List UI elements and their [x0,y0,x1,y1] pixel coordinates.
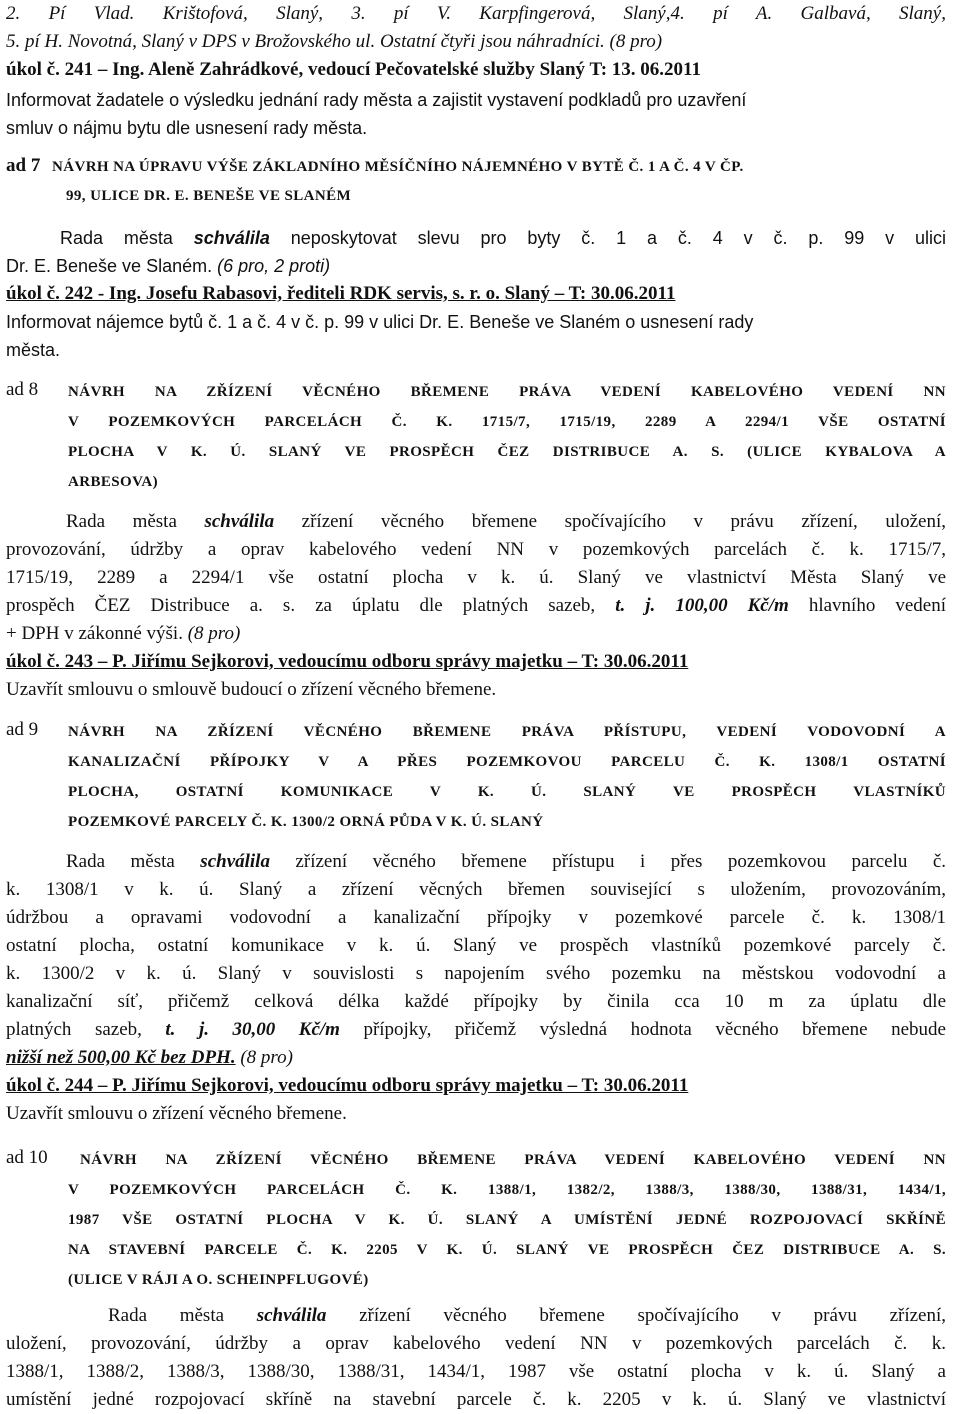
section-9-heading: POZEMKOVÉ PARCELY Č. K. 1300/2 ORNÁ PŮDA V K. Ú. SLANÝ [68,814,544,830]
section-9-resolution: platných sazeb, t. j. 30,00 Kč/m přípojky, přičemž výsledná hodnota věcného břemene nebude [6,1019,946,1040]
section-8-number: ad 8 [6,379,39,400]
section-8-resolution: 1715/19, 2289 a 2294/1 vše ostatní plocha v k. ú. Slaný ve vlastnictví Města Slaný ve [6,567,946,588]
task-243: úkol č. 243 – P. Jiřímu Sejkorovi, vedoucímu odboru správy majetku – T: 30.06.2011 [6,651,689,672]
task-244: úkol č. 244 – P. Jiřímu Sejkorovi, vedoucímu odboru správy majetku – T: 30.06.2011 [6,1075,689,1096]
task-242-text: města. [6,340,61,360]
section-8-resolution: + DPH v zákonné výši. (8 pro) [6,623,241,644]
section-9-heading: NÁVRH NA ZŘÍZENÍ VĚCNÉHO BŘEMENE PRÁVA PŘÍSTUPU, VEDENÍ VODOVODNÍ A [68,724,946,740]
task-241-text: Informovat žadatele o výsledku jednání rady města a zajistit vystavení podkladů pro uzavření [6,90,747,110]
section-8-heading: ARBESOVA) [68,474,159,490]
section-9-number: ad 9 [6,719,39,740]
section-9-resolution: ostatní plocha, ostatní komunikace v k. ú. Slaný ve prospěch vlastníků pozemkové parcely č. [6,935,946,956]
section-10-heading: (ULICE V RÁJI A O. SCHEINPFLUGOVÉ) [68,1272,369,1288]
section-7-resolution: Dr. E. Beneše ve Slaném. (6 pro, 2 proti) [6,256,331,276]
task-242-text: Informovat nájemce bytů č. 1 a č. 4 v č. p. 99 v ulici Dr. E. Beneše ve Slaném o usnesení rady [6,312,754,332]
section-7-heading: NÁVRH NA ÚPRAVU VÝŠE ZÁKLADNÍHO MĚSÍČNÍHO NÁJEMNÉHO V BYTĚ Č. 1 A Č. 4 V ČP. [52,159,744,175]
section-7-heading: 99, ULICE DR. E. BENEŠE VE SLANÉM [66,188,352,204]
section-10-resolution: Rada města schválila zřízení věcného břemene spočívajícího v právu zřízení, [108,1305,946,1326]
task-242: úkol č. 242 - Ing. Josefu Rabasovi, řediteli RDK servis, s. r. o. Slaný – T: 30.06.2011 [6,283,676,304]
section-8-heading: NÁVRH NA ZŘÍZENÍ VĚCNÉHO BŘEMENE PRÁVA VEDENÍ KABELOVÉHO VEDENÍ NN [68,384,946,400]
section-10-number: ad 10 [6,1147,48,1168]
section-8-resolution: prospěch ČEZ Distribuce a. s. za úplatu dle platných sazeb, t. j. 100,00 Kč/m hlavního vedení [6,595,946,616]
task-243-text: Uzavřít smlouvu o smlouvě budoucí o zřízení věcného břemene. [6,679,497,700]
section-10-resolution: uložení, provozování, údržby a oprav kabelového vedení NN v pozemkových parcelách č. k. [6,1333,946,1354]
task-241: úkol č. 241 – Ing. Aleně Zahrádkové, vedoucí Pečovatelské služby Slaný T: 13. 06.2011 [6,59,701,80]
section-9-resolution: nižší než 500,00 Kč bez DPH. (8 pro) [6,1047,293,1068]
section-7-resolution: Rada města schválila neposkytovat slevu pro byty č. 1 a č. 4 v č. p. 99 v ulici [60,228,946,248]
section-10-heading: V POZEMKOVÝCH PARCELÁCH Č. K. 1388/1, 1382/2, 1388/3, 1388/30, 1388/31, 1434/1, [68,1182,946,1198]
section-9-resolution: Rada města schválila zřízení věcného břemene přístupu i přes pozemkovou parcelu č. [66,851,946,872]
section-9-resolution: k. 1300/2 v k. ú. Slaný v souvislosti s napojením svého pozemku na městskou vodovodní a [6,963,946,984]
section-8-heading: V POZEMKOVÝCH PARCELÁCH Č. K. 1715/7, 1715/19, 2289 A 2294/1 VŠE OSTATNÍ [68,414,946,430]
section-10-resolution: 1388/1, 1388/2, 1388/3, 1388/30, 1388/31, 1434/1, 1987 vše ostatní plocha v k. ú. Slaný a [6,1361,946,1382]
section-9-resolution: k. 1308/1 v k. ú. Slaný a zřízení věcných břemen související s uložením, provozováním, [6,879,946,900]
section-8-resolution: provozování, údržby a oprav kabelového vedení NN v pozemkových parcelách č. k. 1715/7, [6,539,946,560]
candidate-list-line: 2. Pí Vlad. Krištofová, Slaný, 3. pí V. Karpfingerová, Slaný,4. pí A. Galbavá, Slaný, [6,3,946,24]
task-241-text: smluv o nájmu bytu dle usnesení rady města. [6,118,368,138]
section-8-heading: PLOCHA V K. Ú. SLANÝ VE PROSPĚCH ČEZ DISTRIBUCE A. S. (ULICE KYBALOVA A [68,444,946,460]
section-10-resolution: umístění jedné rozpojovací skříně na stavební parcele č. k. 2205 v k. ú. Slaný ve vlastnictví [6,1389,946,1410]
section-9-heading: KANALIZAČNÍ PŘÍPOJKY V A PŘES POZEMKOVOU PARCELU Č. K. 1308/1 OSTATNÍ [68,754,946,770]
section-10-heading: NÁVRH NA ZŘÍZENÍ VĚCNÉHO BŘEMENE PRÁVA VEDENÍ KABELOVÉHO VEDENÍ NN [80,1152,946,1168]
task-244-text: Uzavřít smlouvu o zřízení věcného břemene. [6,1103,347,1124]
section-10-heading: 1987 VŠE OSTATNÍ PLOCHA V K. Ú. SLANÝ A UMÍSTĚNÍ JEDNÉ ROZPOJOVACÍ SKŘÍNĚ [68,1212,946,1228]
section-9-resolution: kanalizační síť, přičemž celková délka každé přípojky by činila cca 10 m za úplatu dle [6,991,946,1012]
section-10-heading: NA STAVEBNÍ PARCELE Č. K. 2205 V K. Ú. SLANÝ VE PROSPĚCH ČEZ DISTRIBUCE A. S. [68,1242,946,1258]
section-9-resolution: údržbou a opravami vodovodní a kanalizační přípojky v pozemkové parcele č. k. 1308/1 [6,907,946,928]
section-8-resolution: Rada města schválila zřízení věcného břemene spočívajícího v právu zřízení, uložení, [66,511,946,532]
section-9-heading: PLOCHA, OSTATNÍ KOMUNIKACE V K. Ú. SLANÝ VE PROSPĚCH VLASTNÍKŮ [68,784,946,800]
candidate-list-line: 5. pí H. Novotná, Slaný v DPS v Brožovského ul. Ostatní čtyři jsou náhradníci. (8 pro) [6,31,663,52]
section-7-number: ad 7 [6,155,41,176]
